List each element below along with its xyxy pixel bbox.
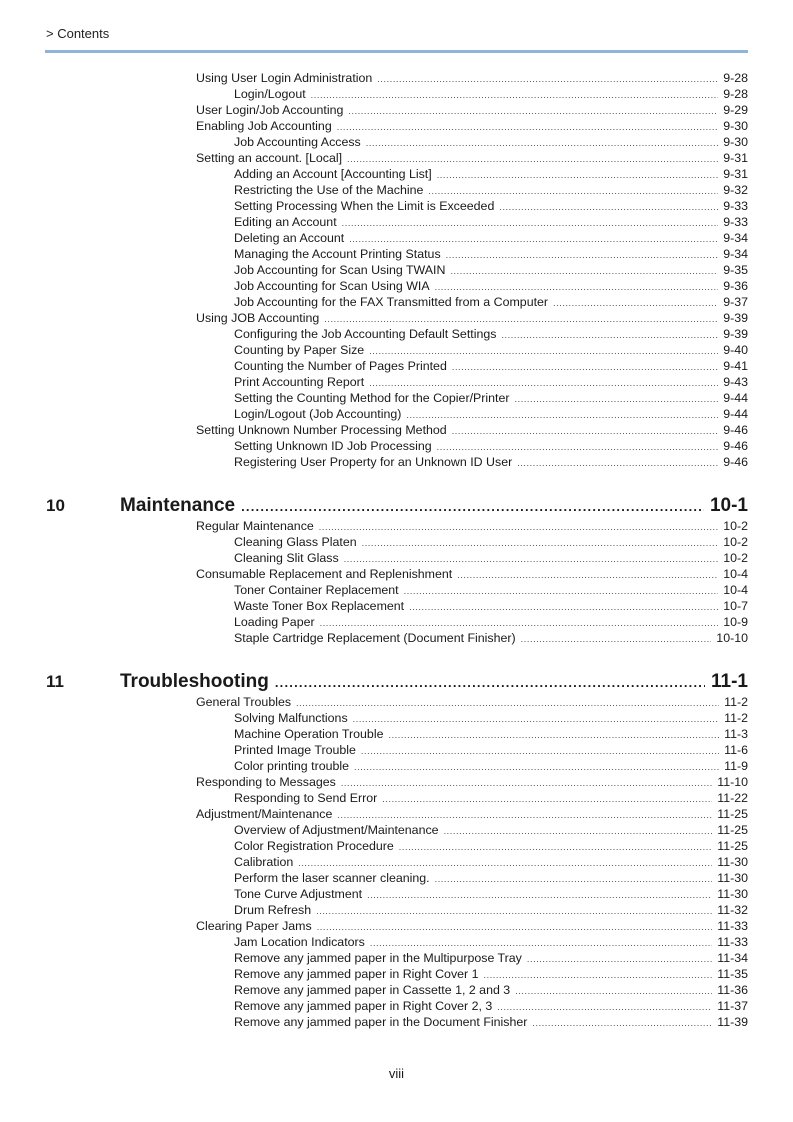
dot-leader [521, 631, 712, 647]
toc-entry-page: 9-29 [723, 103, 748, 117]
dot-leader [428, 183, 718, 199]
toc-entry-page: 11-30 [717, 855, 748, 869]
dot-leader [316, 903, 712, 919]
dot-leader [406, 407, 718, 423]
toc-entry-page: 9-30 [723, 135, 748, 149]
toc-entry-page: 9-31 [723, 167, 748, 181]
toc-entry-page: 11-3 [724, 727, 748, 741]
dot-leader [366, 135, 718, 151]
dot-leader [515, 391, 719, 407]
dot-leader [527, 951, 712, 967]
toc-entry-page: 11-36 [717, 983, 748, 997]
toc-entry-title: Counting the Number of Pages Printed [234, 359, 447, 373]
toc-subentry[interactable] [234, 902, 748, 918]
chapter-number: 10 [46, 496, 65, 515]
toc-entry-title: Job Accounting for the FAX Transmitted from a Computer [234, 295, 549, 309]
toc-subentry[interactable] [234, 134, 748, 150]
dot-leader [362, 535, 719, 551]
toc-entry-page: 10-2 [723, 519, 748, 533]
toc-subentry[interactable] [234, 214, 748, 230]
toc-entry-page: 9-33 [723, 215, 748, 229]
toc-subentry[interactable] [234, 358, 748, 374]
toc-entry-page: 9-37 [723, 295, 748, 309]
toc-subentry[interactable] [234, 598, 748, 614]
dot-leader [501, 327, 718, 343]
dot-leader [367, 887, 712, 903]
toc-subentry[interactable] [234, 630, 748, 646]
toc-entry-page: 9-35 [723, 263, 748, 277]
toc-entry-title: Using User Login Administration [196, 71, 373, 85]
toc-subentry[interactable] [234, 294, 748, 310]
toc-entry[interactable] [196, 118, 748, 134]
toc-entry-title: Responding to Send Error [234, 791, 378, 805]
page-number: viii [388, 1066, 405, 1081]
toc-entry-page: 9-39 [723, 327, 748, 341]
toc-entry-page: 10-9 [723, 615, 748, 629]
toc-subentry[interactable] [234, 710, 748, 726]
toc-entry-page: 9-40 [723, 343, 748, 357]
toc-entry[interactable] [196, 310, 748, 326]
dot-leader [369, 343, 718, 359]
toc-entry-title: Drum Refresh [234, 903, 312, 917]
toc-entry-page: 9-46 [723, 439, 748, 453]
toc-subentry[interactable] [234, 822, 748, 838]
toc-entry-title: Remove any jammed paper in the Multipurpose Tray [234, 951, 522, 965]
chapter-title: Troubleshooting [120, 671, 269, 692]
dot-leader [377, 71, 718, 87]
dot-leader [517, 455, 718, 471]
toc-entry-title: Job Accounting Access [234, 135, 361, 149]
dot-leader [499, 199, 718, 215]
dot-leader [437, 439, 719, 455]
toc-entry-page: 10-2 [723, 551, 748, 565]
toc-subentry[interactable] [234, 342, 748, 358]
toc-entry-title: Adjustment/Maintenance [196, 807, 333, 821]
toc-subentry[interactable] [234, 582, 748, 598]
toc-entry[interactable] [196, 422, 748, 438]
chapter-title: Maintenance [120, 495, 236, 516]
toc-entry[interactable] [196, 774, 748, 790]
toc-subentry[interactable] [234, 182, 748, 198]
toc-entry-page: 9-43 [723, 375, 748, 389]
toc-subentry[interactable] [234, 550, 748, 566]
toc-entry-page: 11-6 [724, 743, 748, 757]
toc-entry-title: Calibration [234, 855, 294, 869]
toc-entry-page: 10-4 [723, 583, 748, 597]
toc-entry-page: 9-31 [723, 151, 748, 165]
toc-subentry[interactable] [234, 246, 748, 262]
toc-entry-page: 10-10 [716, 631, 748, 645]
toc-entry-page: 11-39 [717, 1015, 748, 1029]
toc-entry-title: Configuring the Job Accounting Default Settings [234, 327, 497, 341]
toc-entry-page: 11-33 [717, 919, 748, 933]
toc-subentry[interactable] [234, 982, 748, 998]
dot-leader [388, 727, 719, 743]
toc-entry-page: 9-32 [723, 183, 748, 197]
dot-leader [452, 359, 718, 375]
dot-leader [435, 871, 713, 887]
toc-entry-title: Consumable Replacement and Replenishment [196, 567, 453, 581]
dot-leader [532, 1015, 712, 1031]
toc-entry-title: Login/Logout [234, 87, 306, 101]
toc-entry-title: Remove any jammed paper in Cassette 1, 2 and 3 [234, 983, 511, 997]
toc-entry-page: 11-2 [724, 711, 748, 725]
toc-subentry[interactable] [234, 998, 748, 1014]
toc-subentry[interactable] [234, 86, 748, 102]
toc-entry-title: Setting Processing When the Limit is Exceeded [234, 199, 495, 213]
toc-subentry[interactable] [234, 870, 748, 886]
toc-entry-title: Editing an Account [234, 215, 337, 229]
chapter-title-row [120, 669, 748, 696]
toc-entry-title: Setting the Counting Method for the Copier/Printer [234, 391, 510, 405]
toc-entry-page: 9-44 [723, 407, 748, 421]
dot-leader [344, 551, 719, 567]
dot-leader [457, 567, 718, 583]
toc-entry-title: Using JOB Accounting [196, 311, 320, 325]
toc-entry-title: Job Accounting for Scan Using WIA [234, 279, 430, 293]
toc-entry-page: 11-30 [717, 871, 748, 885]
toc-entry-title: Printed Image Trouble [234, 743, 356, 757]
toc-entry-page: 10-4 [723, 567, 748, 581]
toc-entry-title: Job Accounting for Scan Using TWAIN [234, 263, 446, 277]
toc-entry-page: 9-41 [723, 359, 748, 373]
toc-entry-title: Managing the Account Printing Status [234, 247, 441, 261]
toc-subentry[interactable] [234, 838, 748, 854]
breadcrumb[interactable]: > Contents [46, 26, 110, 41]
dot-leader [324, 311, 718, 327]
toc-entry-page: 9-28 [723, 71, 748, 85]
toc-subentry[interactable] [234, 614, 748, 630]
toc-subentry[interactable] [234, 886, 748, 902]
toc-entry[interactable] [196, 918, 748, 934]
toc-entry-page: 11-33 [717, 935, 748, 949]
toc-subentry[interactable] [234, 198, 748, 214]
toc-entry[interactable] [196, 806, 748, 822]
toc-entry[interactable] [196, 70, 748, 86]
toc-entry-title: Responding to Messages [196, 775, 336, 789]
dot-leader [348, 103, 718, 119]
toc-entry-page: 9-44 [723, 391, 748, 405]
toc-entry-page: 11-2 [724, 695, 748, 709]
toc-entry-page: 11-37 [717, 999, 748, 1013]
dot-leader [553, 295, 718, 311]
dot-leader [437, 167, 718, 183]
toc-entry-title: Loading Paper [234, 615, 315, 629]
dot-leader [399, 839, 712, 855]
dot-leader [361, 743, 719, 759]
toc-entry-title: Enabling Job Accounting [196, 119, 332, 133]
toc-entry-title: Color Registration Procedure [234, 839, 394, 853]
chapter-title-row [120, 493, 748, 520]
toc-subentry[interactable] [234, 534, 748, 550]
chapter-page: 10-1 [709, 495, 748, 516]
toc-subentry[interactable] [234, 454, 748, 470]
toc-entry-title: Cleaning Slit Glass [234, 551, 339, 565]
toc-subentry[interactable] [234, 1014, 748, 1030]
toc-entry[interactable] [196, 518, 748, 534]
toc-entry[interactable] [196, 694, 748, 710]
toc-entry-title: Restricting the Use of the Machine [234, 183, 424, 197]
dot-leader [298, 855, 712, 871]
toc-entry-title: Setting an account. [Local] [196, 151, 343, 165]
toc-subentry[interactable] [234, 758, 748, 774]
toc-entry-title: Counting by Paper Size [234, 343, 365, 357]
toc-subentry[interactable] [234, 390, 748, 406]
dot-leader [347, 151, 718, 167]
toc-subentry[interactable] [234, 278, 748, 294]
toc-entry[interactable] [196, 566, 748, 582]
toc-entry-page: 10-2 [723, 535, 748, 549]
toc-entry-title: Color printing trouble [234, 759, 350, 773]
toc-entry-title: Waste Toner Box Replacement [234, 599, 405, 613]
toc-entry-title: Adding an Account [Accounting List] [234, 167, 432, 181]
dot-leader [337, 807, 712, 823]
dot-leader [484, 967, 713, 983]
toc-entry-title: Overview of Adjustment/Maintenance [234, 823, 439, 837]
dot-leader [353, 711, 719, 727]
toc-subentry[interactable] [234, 374, 748, 390]
toc-entry-title: Deleting an Account [234, 231, 345, 245]
toc-entry-title: Clearing Paper Jams [196, 919, 312, 933]
dot-leader [296, 695, 719, 711]
toc-subentry[interactable] [234, 950, 748, 966]
dot-leader [435, 279, 719, 295]
dot-leader [497, 999, 712, 1015]
dot-leader [450, 263, 718, 279]
toc-entry-page: 9-28 [723, 87, 748, 101]
toc-entry-title: Tone Curve Adjustment [234, 887, 363, 901]
toc-entry-page: 9-39 [723, 311, 748, 325]
dot-leader [311, 87, 719, 103]
chapter-page: 11-1 [711, 671, 748, 692]
toc-entry-page: 10-7 [723, 599, 748, 613]
dot-leader [452, 423, 718, 439]
dot-leader [369, 375, 718, 391]
dot-leader [444, 823, 713, 839]
toc-entry-title: General Troubles [196, 695, 292, 709]
toc-entry-page: 11-25 [717, 807, 748, 821]
toc-subentry[interactable] [234, 326, 748, 342]
toc-entry-page: 9-46 [723, 455, 748, 469]
toc-entry-page: 9-46 [723, 423, 748, 437]
toc-entry-title: Toner Container Replacement [234, 583, 399, 597]
toc-entry-page: 11-10 [717, 775, 748, 789]
toc-entry-page: 11-30 [717, 887, 748, 901]
dot-leader [319, 519, 718, 535]
toc-entry-title: Cleaning Glass Platen [234, 535, 357, 549]
toc-subentry[interactable] [234, 934, 748, 950]
toc-entry-title: Remove any jammed paper in Right Cover 2, 3 [234, 999, 493, 1013]
toc-subentry[interactable] [234, 438, 748, 454]
toc-subentry[interactable] [234, 790, 748, 806]
toc-entry-page: 9-34 [723, 231, 748, 245]
toc-entry-title: Machine Operation Trouble [234, 727, 384, 741]
dot-leader [382, 791, 712, 807]
dot-leader [349, 231, 718, 247]
toc-entry-page: 11-25 [717, 839, 748, 853]
dot-leader [354, 759, 719, 775]
toc-entry-page: 9-34 [723, 247, 748, 261]
toc-entry-page: 11-9 [724, 759, 748, 773]
toc-entry-title: Perform the laser scanner cleaning. [234, 871, 430, 885]
header-divider [45, 50, 748, 53]
dot-leader [337, 119, 718, 135]
toc-entry-title: Remove any jammed paper in the Document Finisher [234, 1015, 528, 1029]
toc-entry-title: Setting Unknown Number Processing Method [196, 423, 447, 437]
toc-entry-title: Jam Location Indicators [234, 935, 365, 949]
toc-entry-title: Login/Logout (Job Accounting) [234, 407, 402, 421]
dot-leader [341, 775, 712, 791]
toc-entry-title: Registering User Property for an Unknown ID User [234, 455, 513, 469]
dot-leader [320, 615, 719, 631]
toc-subentry[interactable] [234, 742, 748, 758]
toc-subentry[interactable] [234, 854, 748, 870]
toc-entry-title: Solving Malfunctions [234, 711, 348, 725]
toc-subentry[interactable] [234, 726, 748, 742]
toc-entry-page: 9-36 [723, 279, 748, 293]
chapter-number: 11 [46, 672, 64, 691]
dot-leader [241, 494, 704, 520]
chapter-11-heading[interactable] [0, 669, 793, 695]
dot-leader [275, 670, 705, 696]
toc-subentry[interactable] [234, 966, 748, 982]
toc-entry-page: 11-32 [717, 903, 748, 917]
toc-entry-title: User Login/Job Accounting [196, 103, 344, 117]
toc-entry-title: Staple Cartridge Replacement (Document Finisher) [234, 631, 516, 645]
toc-entry[interactable] [196, 102, 748, 118]
toc-entry-page: 11-25 [717, 823, 748, 837]
dot-leader [446, 247, 719, 263]
toc-entry-page: 11-34 [717, 951, 748, 965]
dot-leader [342, 215, 719, 231]
toc-entry-page: 9-30 [723, 119, 748, 133]
toc-entry-title: Remove any jammed paper in Right Cover 1 [234, 967, 479, 981]
dot-leader [515, 983, 712, 999]
toc-entry-page: 11-22 [717, 791, 748, 805]
toc-subentry[interactable] [234, 406, 748, 422]
dot-leader [409, 599, 718, 615]
toc-entry-title: Print Accounting Report [234, 375, 365, 389]
chapter-10-heading[interactable] [0, 493, 793, 519]
dot-leader [404, 583, 719, 599]
toc-subentry[interactable] [234, 230, 748, 246]
toc-entry-title: Regular Maintenance [196, 519, 314, 533]
toc-entry-page: 11-35 [717, 967, 748, 981]
dot-leader [370, 935, 712, 951]
toc-subentry[interactable] [234, 166, 748, 182]
toc-entry-title: Setting Unknown ID Job Processing [234, 439, 432, 453]
toc-entry[interactable] [196, 150, 748, 166]
dot-leader [317, 919, 713, 935]
toc-subentry[interactable] [234, 262, 748, 278]
toc-entry-page: 9-33 [723, 199, 748, 213]
